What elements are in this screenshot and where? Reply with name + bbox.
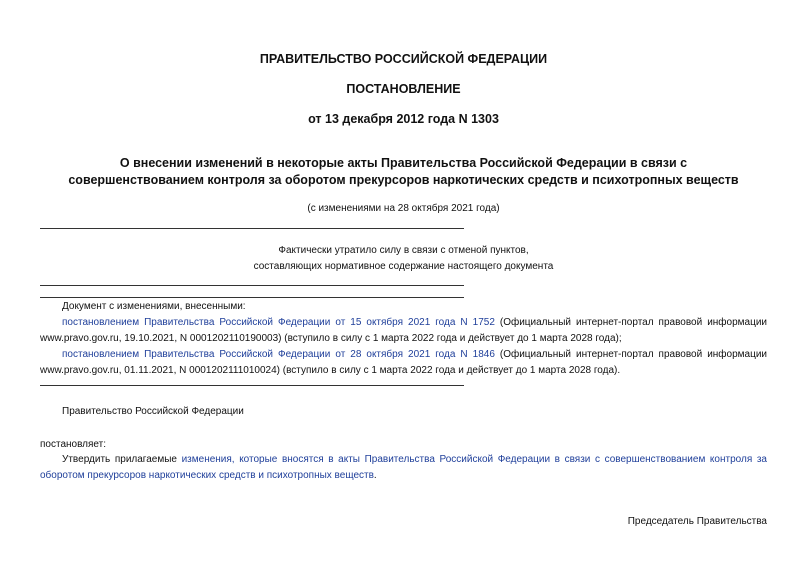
approved-changes-link[interactable]: изменения, которые вносятся в акты Правительства Российской Федерации в связи с совершенствованием контроля за оборотом прекурсоров наркотических средств и психотропных веществ	[40, 454, 767, 481]
repeal-notice	[40, 243, 767, 275]
approve-suffix: .	[373, 469, 377, 481]
approve-prefix: Утвердить прилагаемые	[62, 454, 182, 465]
divider	[40, 285, 464, 286]
document-subject	[0, 155, 807, 189]
change-link-1846[interactable]: постановлением Правительства Российской Федерации от 28 октября 2021 года N 1846	[62, 349, 495, 360]
repeal-notice-line-2: составляющих нормативное содержание настоящего документа	[253, 261, 554, 272]
change-details: (Официальный интернет-портал правовой информации www.pravo.gov.ru, 01.11.2021, N 0001202111010024) (вступило в силу с 1 марта 2022 года и действует до 1 марта 2028 года).	[40, 349, 767, 376]
subject-line-2: совершенствованием контроля за оборотом прекурсоров наркотических средств и психотропных веществ	[68, 173, 739, 187]
document-date-number: от 13 декабря 2012 года N 1303	[308, 112, 499, 126]
divider	[40, 385, 464, 386]
subject-line-1: О внесении изменений в некоторые акты Правительства Российской Федерации в связи с	[119, 156, 688, 170]
change-link-1752[interactable]: постановлением Правительства Российской Федерации от 15 октября 2021 года N 1752	[62, 317, 495, 328]
government-title: ПРАВИТЕЛЬСТВО РОССИЙСКОЙ ФЕДЕРАЦИИ	[259, 52, 548, 66]
divider	[40, 228, 464, 229]
change-item	[40, 315, 767, 346]
decree-word: постановляет:	[40, 439, 107, 450]
divider	[40, 297, 464, 298]
repeal-notice-line-1: Фактически утратило силу в связи с отменой пунктов,	[278, 245, 529, 256]
change-item	[40, 347, 767, 378]
signature-title: Председатель Правительства	[627, 516, 767, 527]
approve-paragraph	[40, 452, 767, 483]
document-type: ПОСТАНОВЛЕНИЕ	[346, 82, 461, 96]
changes-intro: Документ с изменениями, внесенными:	[62, 301, 246, 312]
amendment-note: (с изменениями на 28 октября 2021 года)	[307, 203, 500, 214]
government-name: Правительство Российской Федерации	[62, 406, 244, 417]
change-details: (Официальный интернет-портал правовой информации www.pravo.gov.ru, 19.10.2021, N 0001202110190003) (вступило в силу с 1 марта 2022 года и действует до 1 марта 2028 года);	[40, 317, 767, 344]
